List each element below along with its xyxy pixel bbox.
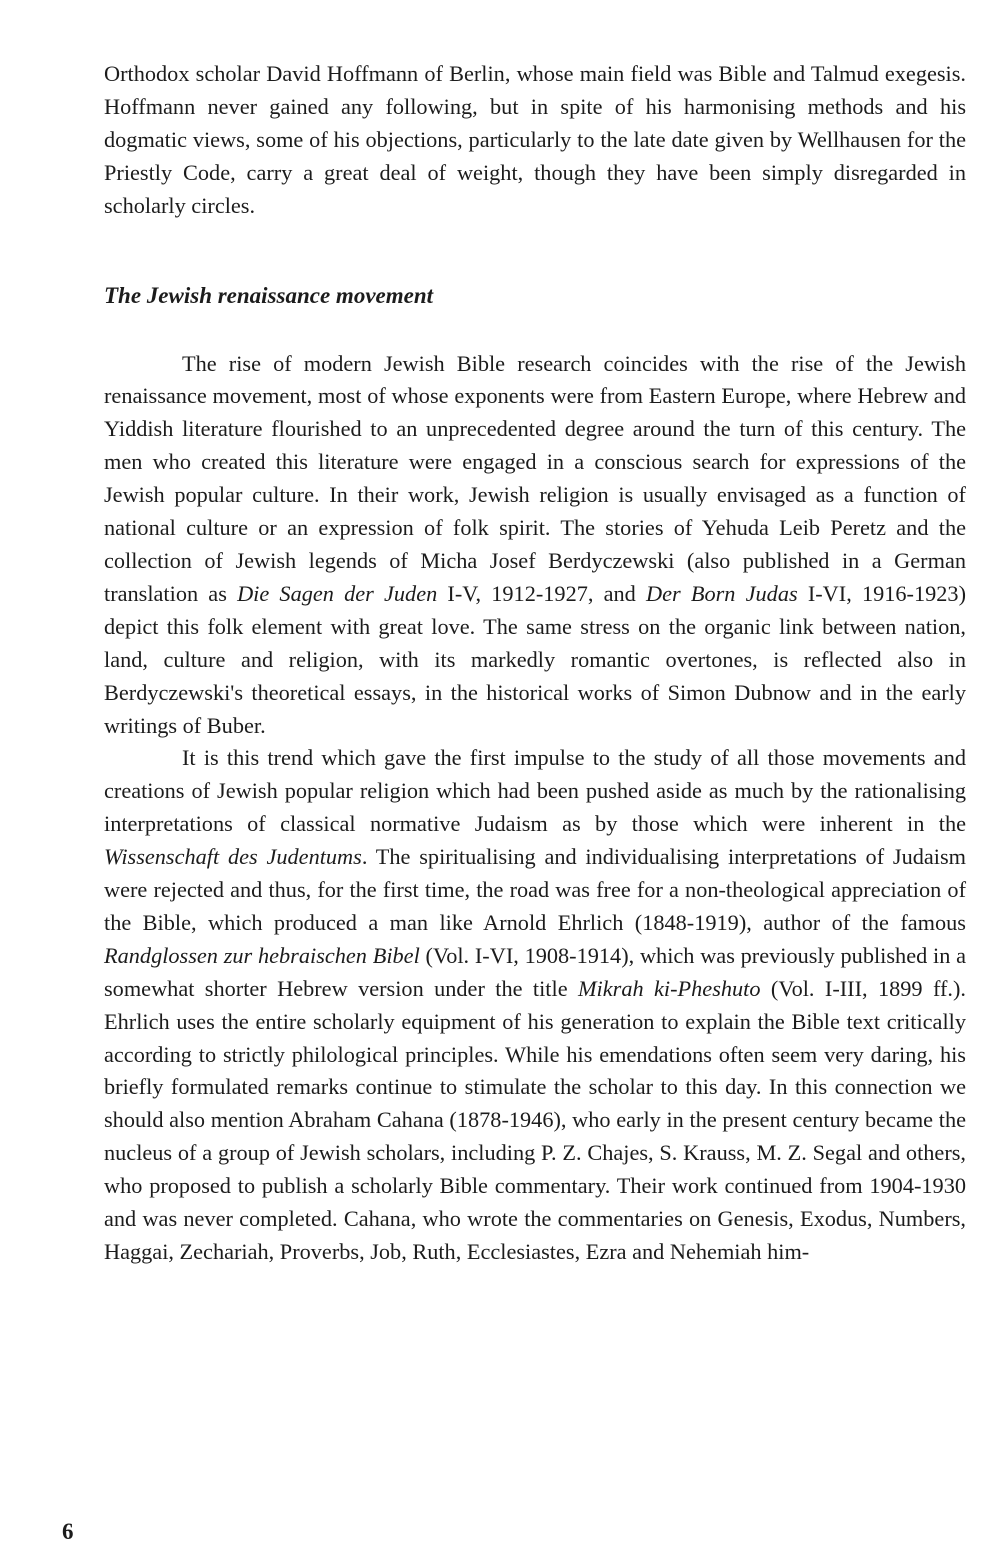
paragraph-text: (Vol. I-VI, 1908-1914), which was previously published in a somewhat shorter Hebrew version under the title [104, 942, 966, 1001]
book-title: Randglossen zur hebraischen Bibel [104, 942, 420, 968]
paragraph-text: It is this trend which gave the first impulse to the study of all those movements and creations of Jewish popular religion which had been pushed aside as much by the rationalising interpretations of classical normative Judaism as by those which were inherent in the [104, 745, 966, 837]
paragraph-text: I-V, 1912-1927, and [437, 580, 646, 606]
book-title: Der Born Judas [646, 580, 798, 606]
paragraph-popular-religion [104, 742, 966, 1269]
page-body [104, 58, 966, 1269]
book-title: Die Sagen der Juden [237, 580, 438, 606]
paragraph-text: The rise of modern Jewish Bible research coincides with the rise of the Jewish renaissance movement, most of whose exponents were from Eastern Europe, where Hebrew and Yiddish literature flourished to an unprecedented degree around the turn of this century. The men who created this literature were engaged in a conscious search for expressions of the Jewish popular culture. In their work, Jewish religion is usually envisaged as a function of national culture or an expression of folk spirit. The stories of Yehuda Leib Peretz and the collection of Jewish legends of Micha Josef Berdyczewski (also published in a German translation as [104, 350, 966, 606]
section-heading: The Jewish renaissance movement [104, 282, 434, 308]
paragraph-text: (Vol. I-III, 1899 ff.). Ehrlich uses the entire scholarly equipment of his generation to explain the Bible text critically according to strictly philological principles. While his emendations often seem very daring, his briefly formulated remarks continue to stimulate the scholar to this day. In this connection we should also mention Abraham Cahana (1878-1946), who early in the present century became the nucleus of a group of Jewish scholars, including P. Z. Chajes, S. Krauss, M. Z. Segal and others, who proposed to publish a scholarly Bible commentary. Their work continued from 1904-1930 and was never completed. Cahana, who wrote the commentaries on Genesis, Exodus, Numbers, Haggai, Zechariah, Proverbs, Job, Ruth, Ecclesiastes, Ezra and Nehemiah him- [104, 975, 966, 1264]
book-title: Mikrah ki-Pheshuto [577, 975, 761, 1001]
book-title: Wissenschaft des Judentums [104, 844, 362, 870]
page-number: 6 [62, 1519, 74, 1544]
opening-paragraph: Orthodox scholar David Hoffmann of Berlin, whose main field was Bible and Talmud exegesis. Hoffmann never gained any following, but in spite of his harmonising methods and his dogmatic views, some of his objections, particularly to the late date given by Wellhausen for the Priestly Code, carry a great deal of weight, though they have been simply disregarded in scholarly circles. [104, 61, 966, 218]
paragraph-text: I-VI, 1916-1923) depict this folk element with great love. The same stress on the organic link between nation, land, culture and religion, with its markedly romantic overtones, is reflected also in Berdyczewski's theoretical essays, in the historical works of Simon Dubnow and in the early writings of Buber. [104, 580, 967, 738]
paragraph-text: . The spiritualising and individualising interpretations of Judaism were rejected and thus, for the first time, the road was free for a non-theological appreciation of the Bible, which produced a man like Arnold Ehrlich (1848-1919), author of the famous [104, 844, 966, 935]
paragraph-renaissance [104, 348, 966, 743]
